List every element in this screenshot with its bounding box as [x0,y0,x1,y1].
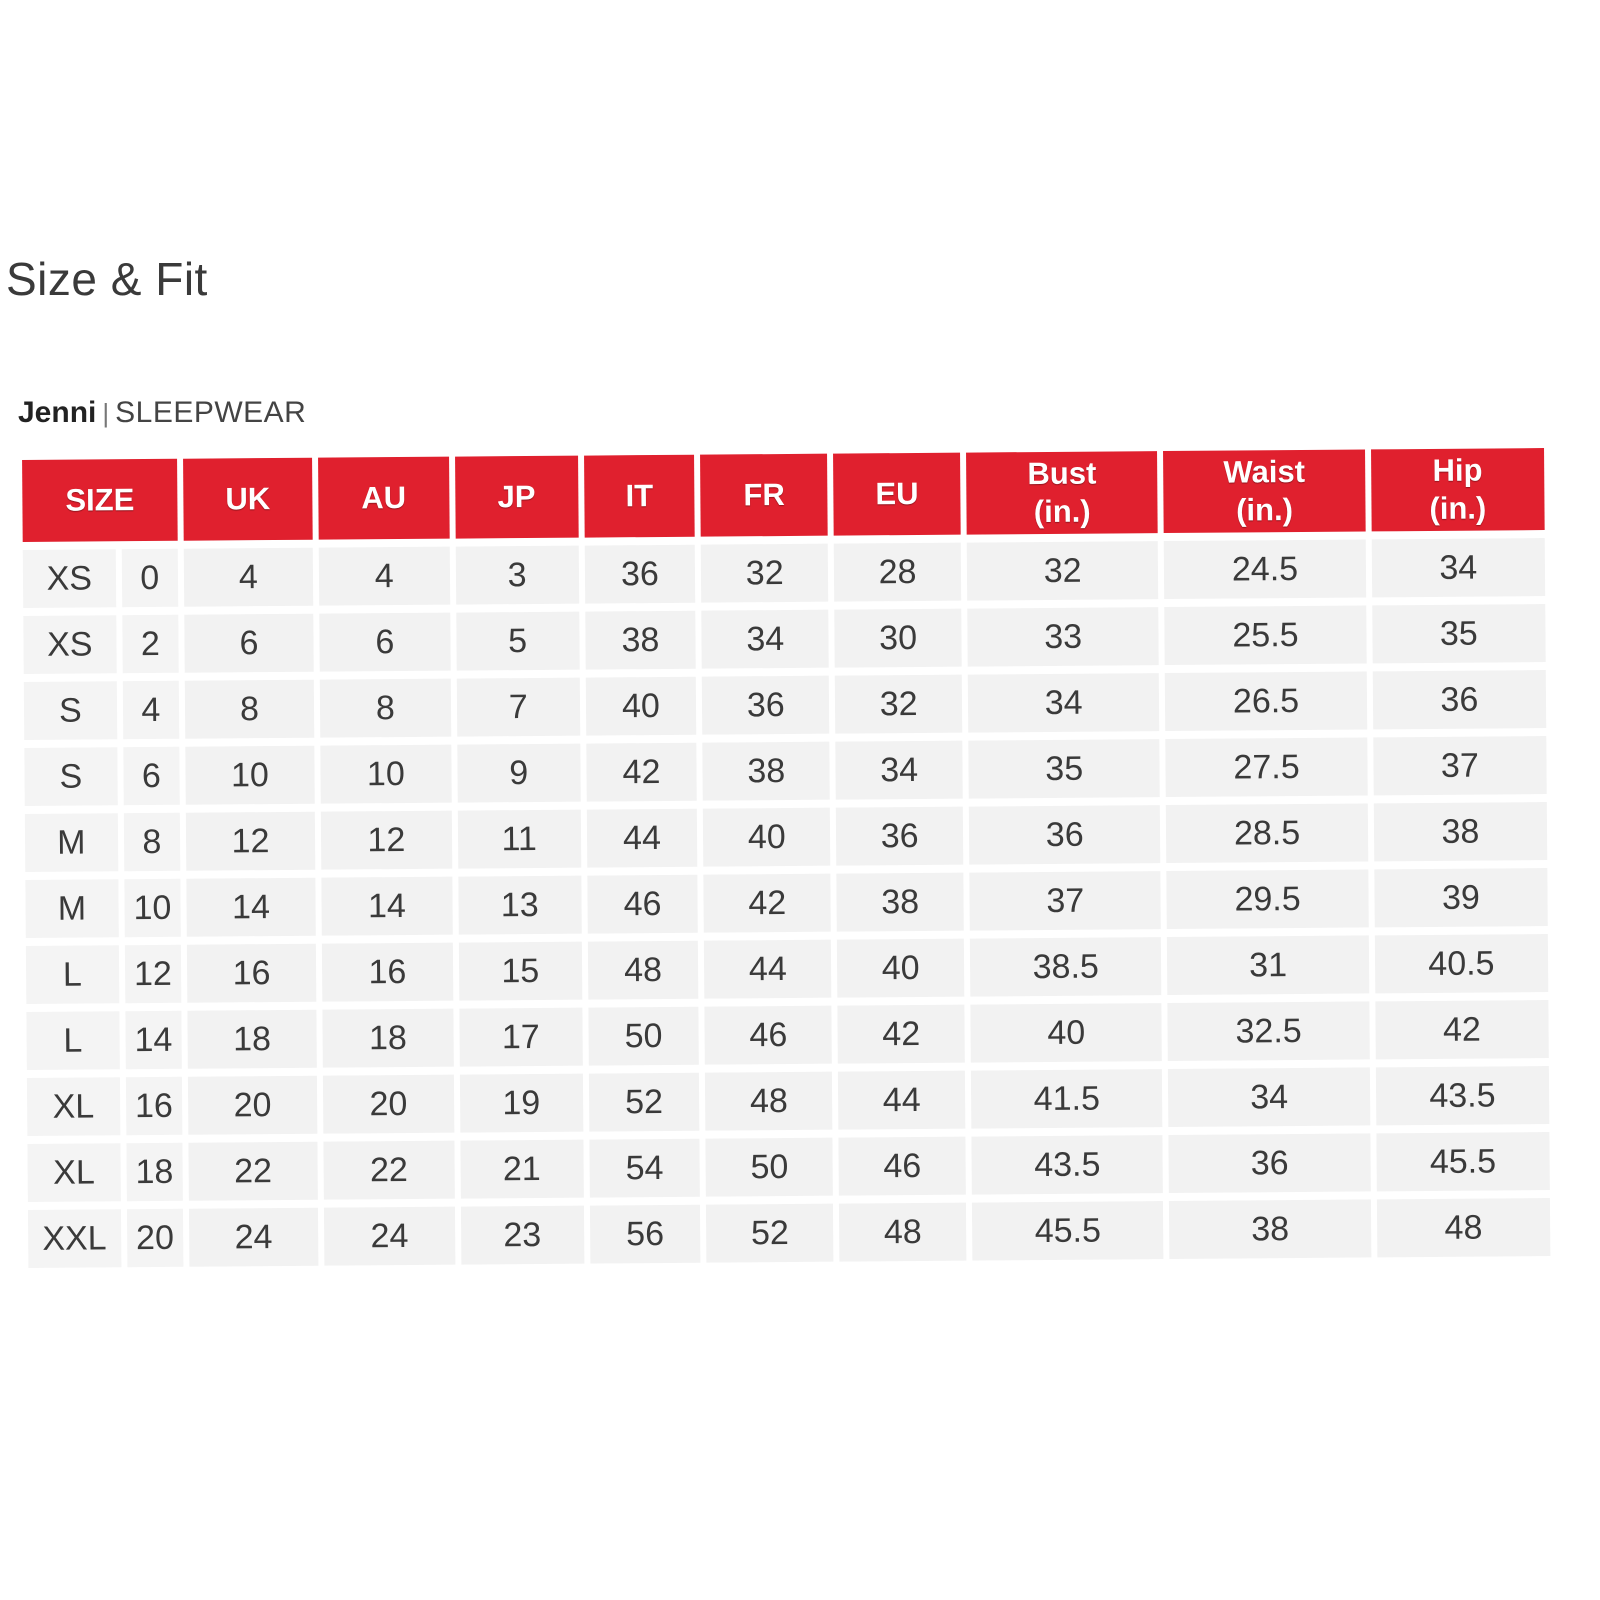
size-table [16,440,1556,1276]
cell-fr: 52 [706,1204,833,1263]
table-row [25,868,1547,938]
header-hip [1371,448,1545,531]
cell-fr: 46 [705,1006,832,1065]
cell-size-letter: L [26,945,119,1004]
cell-it: 56 [590,1205,701,1264]
cell-eu: 30 [834,609,961,668]
cell-jp: 13 [458,876,581,935]
cell-eu: 42 [838,1005,965,1064]
cell-uk: 18 [187,1010,316,1069]
cell-hip: 36 [1372,670,1546,729]
cell-hip: 34 [1371,538,1545,597]
header-waist-text: Waist (in.) [1223,453,1306,528]
cell-waist: 29.5 [1167,869,1369,929]
cell-bust: 36 [969,805,1161,865]
cell-waist: 24.5 [1164,539,1366,599]
cell-it: 54 [589,1139,700,1198]
header-bust-text: Bust (in.) [1027,455,1097,530]
cell-eu: 46 [839,1137,966,1196]
table-row [26,1000,1548,1070]
cell-uk: 4 [184,548,313,607]
table-row [23,604,1545,674]
brand-line [18,396,306,430]
cell-size-us: 20 [127,1209,184,1267]
cell-size-letter: XS [23,615,116,674]
cell-it: 42 [586,743,697,802]
cell-bust: 38.5 [970,937,1162,997]
cell-it: 40 [585,677,696,736]
cell-it: 44 [586,809,697,868]
table-row [28,1198,1550,1268]
cell-it: 50 [588,1007,699,1066]
cell-it: 46 [587,875,698,934]
cell-au: 14 [321,877,452,936]
cell-fr: 36 [702,676,829,735]
cell-bust: 45.5 [972,1201,1164,1261]
cell-fr: 50 [706,1138,833,1197]
header-jp: JP [455,456,578,539]
cell-au: 6 [319,613,450,672]
header-hip-text: Hip (in.) [1429,452,1487,526]
cell-jp: 17 [459,1008,582,1067]
cell-waist: 28.5 [1166,803,1368,863]
cell-waist: 27.5 [1166,737,1368,797]
cell-uk: 20 [188,1076,317,1135]
cell-hip: 35 [1372,604,1546,663]
header-size: SIZE [22,459,178,542]
table-header-row [22,448,1545,542]
cell-fr: 42 [704,874,831,933]
cell-bust: 43.5 [971,1135,1163,1195]
cell-hip: 37 [1373,736,1547,795]
cell-eu: 28 [834,543,961,602]
table-row [27,1132,1549,1202]
cell-eu: 34 [836,741,963,800]
cell-hip: 45.5 [1376,1132,1550,1191]
cell-uk: 8 [185,680,314,739]
cell-size-us: 14 [125,1011,182,1069]
cell-uk: 10 [185,746,314,805]
header-it: IT [584,455,695,538]
cell-size-letter: XXL [28,1209,121,1268]
cell-bust: 41.5 [971,1069,1163,1129]
cell-size-us: 4 [122,681,179,739]
cell-eu: 38 [837,873,964,932]
cell-jp: 5 [456,612,579,671]
cell-fr: 44 [704,940,831,999]
cell-hip: 43.5 [1376,1066,1550,1125]
cell-size-letter: M [25,813,118,872]
cell-bust: 37 [969,871,1161,931]
cell-it: 48 [587,941,698,1000]
table-row [25,802,1547,872]
cell-uk: 22 [188,1142,317,1201]
cell-size-letter: L [26,1011,119,1070]
cell-size-letter: XL [27,1143,120,1202]
cell-jp: 9 [457,744,580,803]
cell-fr: 48 [705,1072,832,1131]
cell-au: 16 [322,943,453,1002]
cell-uk: 16 [187,944,316,1003]
cell-size-us: 6 [123,747,180,805]
category-label: SLEEPWEAR [115,396,307,429]
cell-it: 38 [585,611,696,670]
cell-it: 52 [588,1073,699,1132]
cell-eu: 44 [838,1071,965,1130]
header-uk: UK [183,458,313,541]
cell-hip: 38 [1374,802,1548,861]
page-title: Size & Fit [6,253,208,305]
cell-jp: 11 [458,810,581,869]
cell-jp: 23 [461,1206,584,1265]
cell-uk: 14 [186,878,315,937]
cell-waist: 25.5 [1165,605,1367,665]
cell-waist: 32.5 [1168,1001,1370,1061]
cell-size-us: 12 [125,945,182,1003]
cell-eu: 48 [839,1203,966,1262]
cell-fr: 40 [703,808,830,867]
cell-bust: 35 [968,739,1160,799]
cell-eu: 32 [835,675,962,734]
cell-size-letter: S [24,747,117,806]
table-row [24,670,1546,740]
cell-size-us: 18 [126,1143,183,1201]
cell-jp: 21 [460,1140,583,1199]
header-bust [966,451,1158,534]
cell-au: 10 [320,745,451,804]
cell-jp: 3 [456,546,579,605]
cell-au: 24 [324,1207,455,1266]
cell-waist: 36 [1169,1133,1371,1193]
cell-hip: 48 [1377,1198,1551,1257]
cell-hip: 40.5 [1375,934,1549,993]
cell-uk: 12 [186,812,315,871]
cell-au: 12 [321,811,452,870]
table-row [26,934,1548,1004]
brand-name: Jenni [18,396,97,429]
cell-au: 18 [322,1009,453,1068]
cell-size-us: 8 [123,813,180,871]
cell-uk: 6 [184,614,313,673]
header-eu: EU [833,453,960,536]
cell-au: 22 [323,1141,454,1200]
cell-hip: 39 [1374,868,1548,927]
cell-size-us: 2 [122,615,179,673]
header-au: AU [318,457,450,540]
cell-au: 20 [323,1075,454,1134]
cell-size-letter: M [25,879,118,938]
cell-it: 36 [584,545,695,604]
cell-bust: 32 [967,541,1159,601]
cell-hip: 42 [1375,1000,1549,1059]
cell-size-us: 10 [124,879,181,937]
cell-eu: 40 [837,939,964,998]
brand-separator: | [102,398,110,428]
cell-size-letter: S [24,681,117,740]
cell-waist: 26.5 [1165,671,1367,731]
table-body [23,538,1551,1268]
cell-bust: 34 [968,673,1160,733]
cell-au: 4 [319,547,450,606]
cell-jp: 15 [459,942,582,1001]
cell-fr: 32 [701,544,828,603]
header-fr: FR [700,454,827,537]
cell-fr: 34 [702,610,829,669]
cell-eu: 36 [836,807,963,866]
cell-waist: 38 [1169,1199,1371,1259]
cell-size-letter: XL [27,1077,120,1136]
header-waist [1163,449,1365,533]
cell-uk: 24 [189,1208,318,1267]
table-row [23,538,1545,608]
table-row [24,736,1546,806]
size-chart [22,440,1556,1276]
cell-au: 8 [320,679,451,738]
cell-waist: 34 [1168,1067,1370,1127]
cell-jp: 7 [457,678,580,737]
cell-jp: 19 [460,1074,583,1133]
table-row [27,1066,1549,1136]
cell-bust: 33 [967,607,1159,667]
cell-size-us: 0 [121,549,178,607]
cell-size-letter: XS [23,549,116,608]
cell-bust: 40 [970,1003,1162,1063]
cell-fr: 38 [703,742,830,801]
cell-size-us: 16 [126,1077,183,1135]
cell-waist: 31 [1167,935,1369,995]
